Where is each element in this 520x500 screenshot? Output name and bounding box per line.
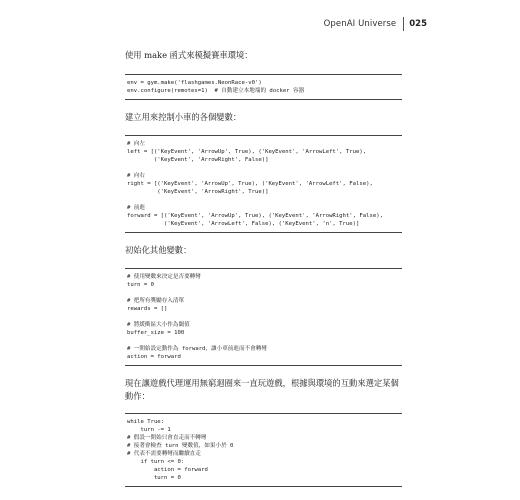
code-comment: # 向左 [127, 141, 145, 147]
code-line: buffer_size = 100 [127, 330, 185, 336]
code-blank-line [127, 313, 400, 321]
code-line: action = forward [127, 467, 208, 473]
code-line: ('KeyEvent', 'ArrowRight', False)] [127, 157, 269, 163]
code-blank-line [127, 289, 400, 297]
code-line: turn = 0 [127, 282, 154, 288]
code-line: if turn <= 0: [127, 459, 185, 465]
code-comment: # 向右 [127, 173, 145, 179]
code-line: ('KeyEvent', 'ArrowLeft', False), ('KeyEvent', 'n', True)] [127, 221, 360, 227]
code-line: turn = 0 [127, 475, 181, 481]
code-comment: # 假設一開始只會直走而不轉彎 [127, 435, 207, 441]
code-line: env = gym.make('flashgames.NeonRace-v0') [127, 80, 262, 86]
code-comment: # 一開始設定動作為 forward，讓小車前進而不會轉彎 [127, 346, 267, 352]
page-content [125, 49, 402, 487]
code-block-env [125, 74, 402, 100]
code-comment: # 接著會檢查 turn 變數值，如果小於 0 [127, 443, 234, 449]
code-block-loop [125, 413, 402, 487]
code-blank-line [127, 337, 400, 345]
code-line: ('KeyEvent', 'ArrowRight', True)] [127, 189, 269, 195]
code-block-controls [125, 135, 402, 233]
code-comment: # 代表不需要轉彎而繼續直走 [127, 451, 201, 457]
page-number: 025 [409, 19, 427, 29]
code-line: action = forward [127, 354, 181, 360]
code-comment: # 前進 [127, 205, 145, 211]
instruction-paragraph: 使用 make 函式來模擬賽車環境： [125, 50, 253, 60]
code-line: env.configure(remotes=1) # 自動建立本地端的 docker 容器 [127, 88, 305, 94]
code-line: while True: [127, 419, 165, 425]
code-comment: # 使用變數來決定是否要轉彎 [127, 274, 201, 280]
code-line: left = [('KeyEvent', 'ArrowUp', True), ('KeyEvent', 'ArrowLeft', True), [127, 149, 367, 155]
header-divider [403, 17, 404, 31]
code-line: right = [('KeyEvent', 'ArrowUp', True), ('KeyEvent', 'ArrowLeft', False), [127, 181, 373, 187]
instruction-paragraph: 初始化其他變數： [125, 245, 192, 255]
code-blank-line [127, 196, 400, 204]
code-block-variables [125, 268, 402, 366]
instruction-paragraph: 建立用來控制小車的各個變數： [125, 112, 242, 122]
code-line: turn -= 1 [127, 427, 171, 433]
book-title: OpenAI Universe [323, 19, 397, 29]
code-comment: # 把所有獎勵存入清單 [127, 298, 185, 304]
code-blank-line [127, 164, 400, 172]
page-header [324, 17, 427, 31]
code-line: forward = [('KeyEvent', 'ArrowUp', True), ('KeyEvent', 'ArrowRight', False), [127, 213, 383, 219]
code-comment: # 將緩衝區大小作為閾值 [127, 322, 190, 328]
code-line: rewards = [] [127, 306, 168, 312]
instruction-paragraph: 現在讓遊戲代理運用無窮迴圈來一直玩遊戲，根據與環境的互動來選定某個動作： [125, 378, 399, 401]
